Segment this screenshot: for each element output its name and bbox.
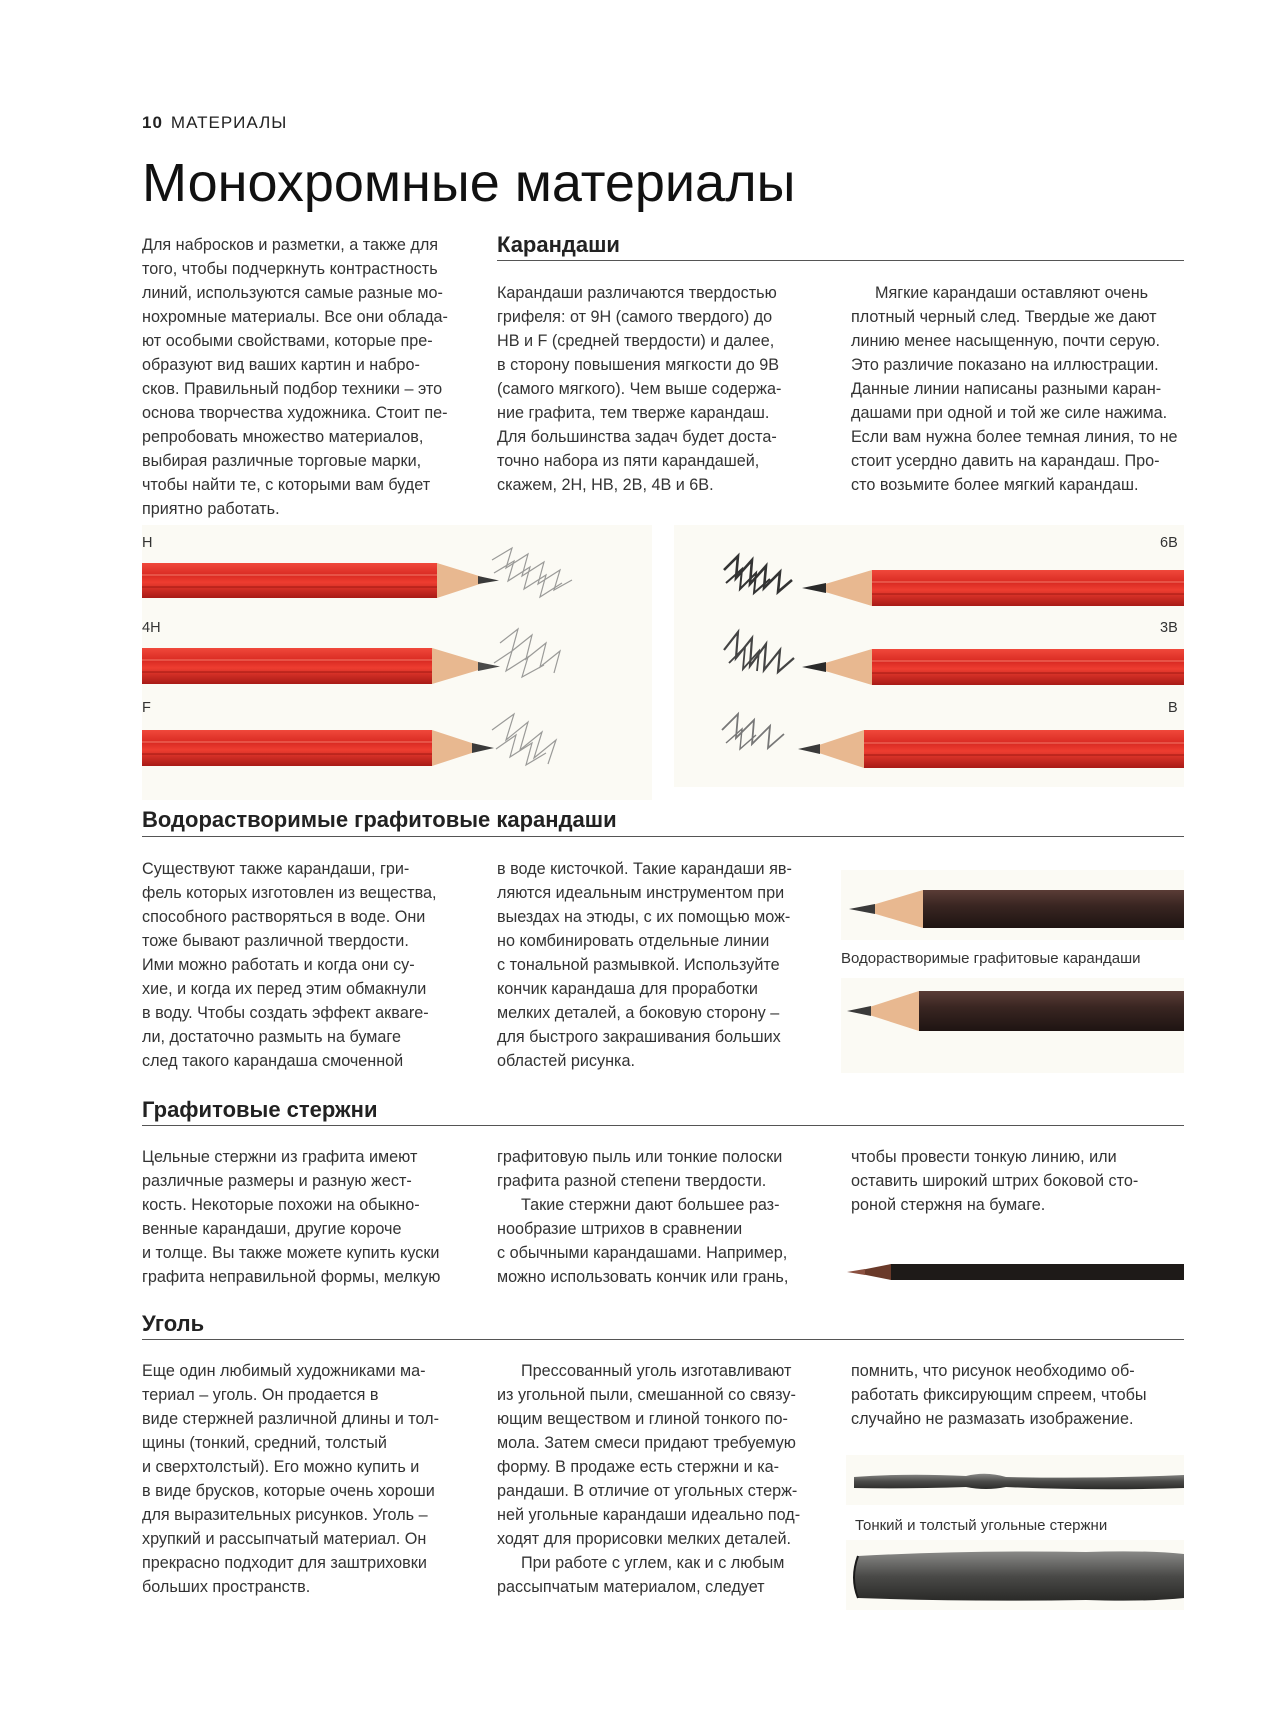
text-line: в виде брусков, которые очень хороши — [142, 1482, 435, 1500]
text-line: сков. Правильный подбор техники – это — [142, 380, 443, 398]
text-line: областей рисунка. — [497, 1052, 635, 1070]
pencil-f — [142, 730, 494, 766]
text-line: териал – уголь. Он продается в — [142, 1386, 379, 1404]
charcoal-col2 — [497, 1359, 837, 1599]
text-line: скажем, 2H, HB, 2B, 4B и 6B. — [497, 476, 714, 494]
text-line: дашами при одной и той же силе нажима. — [851, 404, 1168, 422]
text-line: ляются идеальным инструментом при — [497, 884, 785, 902]
text-line: ющим веществом и глиной тонкого по- — [497, 1410, 788, 1428]
text-line: мелких деталей, а боковую сторону – — [497, 1004, 780, 1022]
text-line: помнить, что рисунок необходимо об- — [851, 1362, 1135, 1380]
pencils-rule — [497, 260, 1184, 261]
charcoal-col1 — [142, 1359, 482, 1599]
text-line: Еще один любимый художниками ма- — [142, 1362, 426, 1380]
graphite-col2b-text — [497, 1193, 837, 1289]
graphite-rule — [142, 1125, 1184, 1126]
watersoluble-col1-text — [142, 857, 482, 1073]
text-line: графита неправильной формы, мелкую — [142, 1268, 441, 1286]
text-line: Это различие показано на иллюстрации. — [851, 356, 1159, 374]
charcoal-col2a-text — [497, 1359, 837, 1551]
charcoal-col1-text — [142, 1359, 482, 1599]
text-line: точно набора из пяти карандашей, — [497, 452, 760, 470]
text-line: прекрасно подходит для заштриховки — [142, 1554, 427, 1572]
text-line: Карандаши различаются твердостью — [497, 284, 777, 302]
text-line: различные размеры и разную жест- — [142, 1172, 412, 1190]
pencil-6b — [802, 570, 1184, 606]
text-line: нообразие штрихов в сравнении — [497, 1220, 743, 1238]
text-line: для выразительных рисунков. Уголь – — [142, 1506, 428, 1524]
charcoal-rule — [142, 1339, 1184, 1340]
text-line: чтобы найти те, с которыми вам будет — [142, 476, 431, 494]
graphite-stick-image — [841, 1250, 1184, 1290]
text-line: ние графита, тем тверже карандаш. — [497, 404, 770, 422]
section-name: МАТЕРИАЛЫ — [170, 113, 288, 132]
text-line: При работе с углем, как и с любым — [521, 1554, 785, 1572]
text-line: линию менее насыщенную, почти серую. — [851, 332, 1161, 350]
text-line: нохромные материалы. Все они облада- — [142, 308, 448, 326]
running-head — [142, 113, 287, 133]
label-b: B — [1168, 700, 1178, 716]
text-line: и толще. Вы также можете купить куски — [142, 1244, 440, 1262]
text-line: ли, достаточно размыть на бумаге — [142, 1028, 401, 1046]
text-line: Цельные стержни из графита имеют — [142, 1148, 418, 1166]
text-line: кость. Некоторые похожи на обыкно- — [142, 1196, 420, 1214]
text-line: рассыпчатым материалом, следует — [497, 1578, 765, 1596]
text-line: ют особыми свойствами, которые пре- — [142, 332, 433, 350]
text-line: в воду. Чтобы создать эффект аквare- — [142, 1004, 429, 1022]
charcoal-col2b-text — [497, 1551, 837, 1599]
label-6b: 6B — [1160, 535, 1178, 551]
watersoluble-col2-text — [497, 857, 837, 1073]
text-line: работать фиксирующим спреем, чтобы — [851, 1386, 1147, 1404]
pencils-heading: Карандаши — [497, 232, 620, 257]
label-3b: 3B — [1160, 620, 1178, 636]
text-line: роной стержня на бумаге. — [851, 1196, 1046, 1214]
pencils-col1-text — [497, 281, 837, 497]
pencils-col2 — [851, 281, 1191, 497]
text-line: виде стержней различной длины и тол- — [142, 1410, 439, 1428]
pencils-col2-text — [851, 281, 1191, 497]
text-line: репробовать множество материалов, — [142, 428, 424, 446]
charcoal-heading: Уголь — [142, 1311, 205, 1336]
text-line: венные карандаши, другие короче — [142, 1220, 402, 1238]
watersoluble-col1 — [142, 857, 482, 1073]
text-line: Такие стержни дают большее раз- — [521, 1196, 780, 1214]
graphite-heading: Графитовые стержни — [142, 1097, 378, 1122]
text-line: из угольной пыли, смешанной со связу- — [497, 1386, 796, 1404]
watersoluble-pencil-2 — [841, 978, 1184, 1073]
graphite-col3 — [851, 1145, 1191, 1217]
text-line: плотный черный след. Твердые же дают — [851, 308, 1157, 326]
text-line: Существуют также карандаши, гри- — [142, 860, 410, 878]
text-line: хрупкий и рассыпчатый материал. Он — [142, 1530, 427, 1548]
text-line: случайно не размазать изображение. — [851, 1410, 1134, 1428]
text-line: можно использовать кончик или грань, — [497, 1268, 789, 1286]
text-line: приятно работать. — [142, 500, 280, 518]
thin-charcoal-image — [846, 1455, 1184, 1505]
graphite-col2a-text — [497, 1145, 837, 1193]
graphite-col1 — [142, 1145, 482, 1289]
text-line: с обычными карандашами. Например, — [497, 1244, 788, 1262]
text-line: линий, используются самые разные мо- — [142, 284, 443, 302]
text-line: графита разной степени твердости. — [497, 1172, 767, 1190]
watersoluble-col2 — [497, 857, 837, 1073]
text-line: выездах на этюды, с их помощью мож- — [497, 908, 791, 926]
text-line: форму. В продаже есть стержни и ка- — [497, 1458, 780, 1476]
text-line: рандаши. В отличие от угольных стерж- — [497, 1482, 798, 1500]
text-line: в воде кисточкой. Такие карандаши яв- — [497, 860, 792, 878]
label-h: H — [142, 535, 153, 551]
watersoluble-pencil-1 — [841, 870, 1184, 940]
text-line: способного растворяться в воде. Они — [142, 908, 426, 926]
intro-text — [142, 233, 482, 521]
text-line: HB и F (средней твердости) и далее, — [497, 332, 775, 350]
text-line: и сверхтолстый). Его можно купить и — [142, 1458, 420, 1476]
pencil-3b — [802, 649, 1184, 685]
text-line: тоже бывают различной твердости. — [142, 932, 409, 950]
text-line: фель которых изготовлен из вещества, — [142, 884, 437, 902]
pencil-h — [142, 563, 499, 598]
text-line: больших пространств. — [142, 1578, 311, 1596]
text-line: Ими можно работать и когда они су- — [142, 956, 415, 974]
watersoluble-rule — [142, 836, 1184, 837]
text-line: Прессованный уголь изготавливают — [521, 1362, 792, 1380]
text-line: того, чтобы подчеркнуть контрастность — [142, 260, 438, 278]
text-line: ней угольные карандаши идеально под- — [497, 1506, 801, 1524]
intro-paragraph — [142, 233, 482, 521]
text-line: но комбинировать отдельные линии — [497, 932, 770, 950]
charcoal-caption: Тонкий и толстый угольные стержни — [855, 1517, 1108, 1534]
text-line: мола. Затем смеси придают требуемую — [497, 1434, 796, 1452]
text-line: Для набросков и разметки, а также для — [142, 236, 439, 254]
watersoluble-heading: Водорастворимые графитовые карандаши — [142, 807, 617, 832]
page-title: Монохромные материалы — [142, 153, 796, 213]
text-line: с тональной размывкой. Используйте — [497, 956, 780, 974]
text-line: хие, и когда их перед этим обмакнули — [142, 980, 427, 998]
soft-scribbles — [724, 556, 792, 593]
text-line: грифеля: от 9H (самого твердого) до — [497, 308, 773, 326]
text-line: Для большинства задач будет доста- — [497, 428, 777, 446]
text-line: Если вам нужна более темная линия, то не — [851, 428, 1178, 446]
text-line: образуют вид ваших картин и набро- — [142, 356, 420, 374]
text-line: выбирая различные торговые марки, — [142, 452, 422, 470]
label-f: F — [142, 700, 151, 716]
text-line: Мягкие карандаши оставляют очень — [875, 284, 1149, 302]
text-line: Данные линии написаны разными каран- — [851, 380, 1162, 398]
graphite-col2 — [497, 1145, 837, 1289]
text-line: оставить широкий штрих боковой сто- — [851, 1172, 1139, 1190]
watersoluble-caption: Водорастворимые графитовые карандаши — [841, 950, 1141, 967]
text-line: чтобы провести тонкую линию, или — [851, 1148, 1117, 1166]
text-line: основа творчества художника. Стоит пе- — [142, 404, 448, 422]
text-line: стоит усердно давить на карандаш. Про- — [851, 452, 1160, 470]
charcoal-col3 — [851, 1359, 1191, 1431]
text-line: (самого мягкого). Чем выше содержа- — [497, 380, 782, 398]
charcoal-col3-text — [851, 1359, 1191, 1431]
text-line: для быстрого закрашивания больших — [497, 1028, 781, 1046]
pencil-b — [798, 730, 1184, 768]
text-line: в сторону повышения мягкости до 9B — [497, 356, 780, 374]
graphite-col1-text — [142, 1145, 482, 1289]
pencils-col1 — [497, 281, 837, 497]
thick-charcoal-image — [846, 1540, 1184, 1610]
text-line: щины (тонкий, средний, толстый — [142, 1434, 387, 1452]
hard-scribbles — [492, 548, 572, 765]
pencil-4h — [142, 648, 500, 684]
page-number: 10 — [142, 113, 163, 132]
text-line: сто возьмите более мягкий карандаш. — [851, 476, 1139, 494]
text-line: след такого карандаша смоченной — [142, 1052, 404, 1070]
graphite-col3-text — [851, 1145, 1191, 1217]
text-line: кончик карандаша для проработки — [497, 980, 758, 998]
soft-pencils-illustration — [674, 525, 1184, 787]
text-line: графитовую пыль или тонкие полоски — [497, 1148, 783, 1166]
hard-pencils-illustration — [142, 525, 652, 800]
text-line: ходят для прорисовки мелких деталей. — [497, 1530, 792, 1548]
label-4h: 4H — [142, 620, 161, 636]
